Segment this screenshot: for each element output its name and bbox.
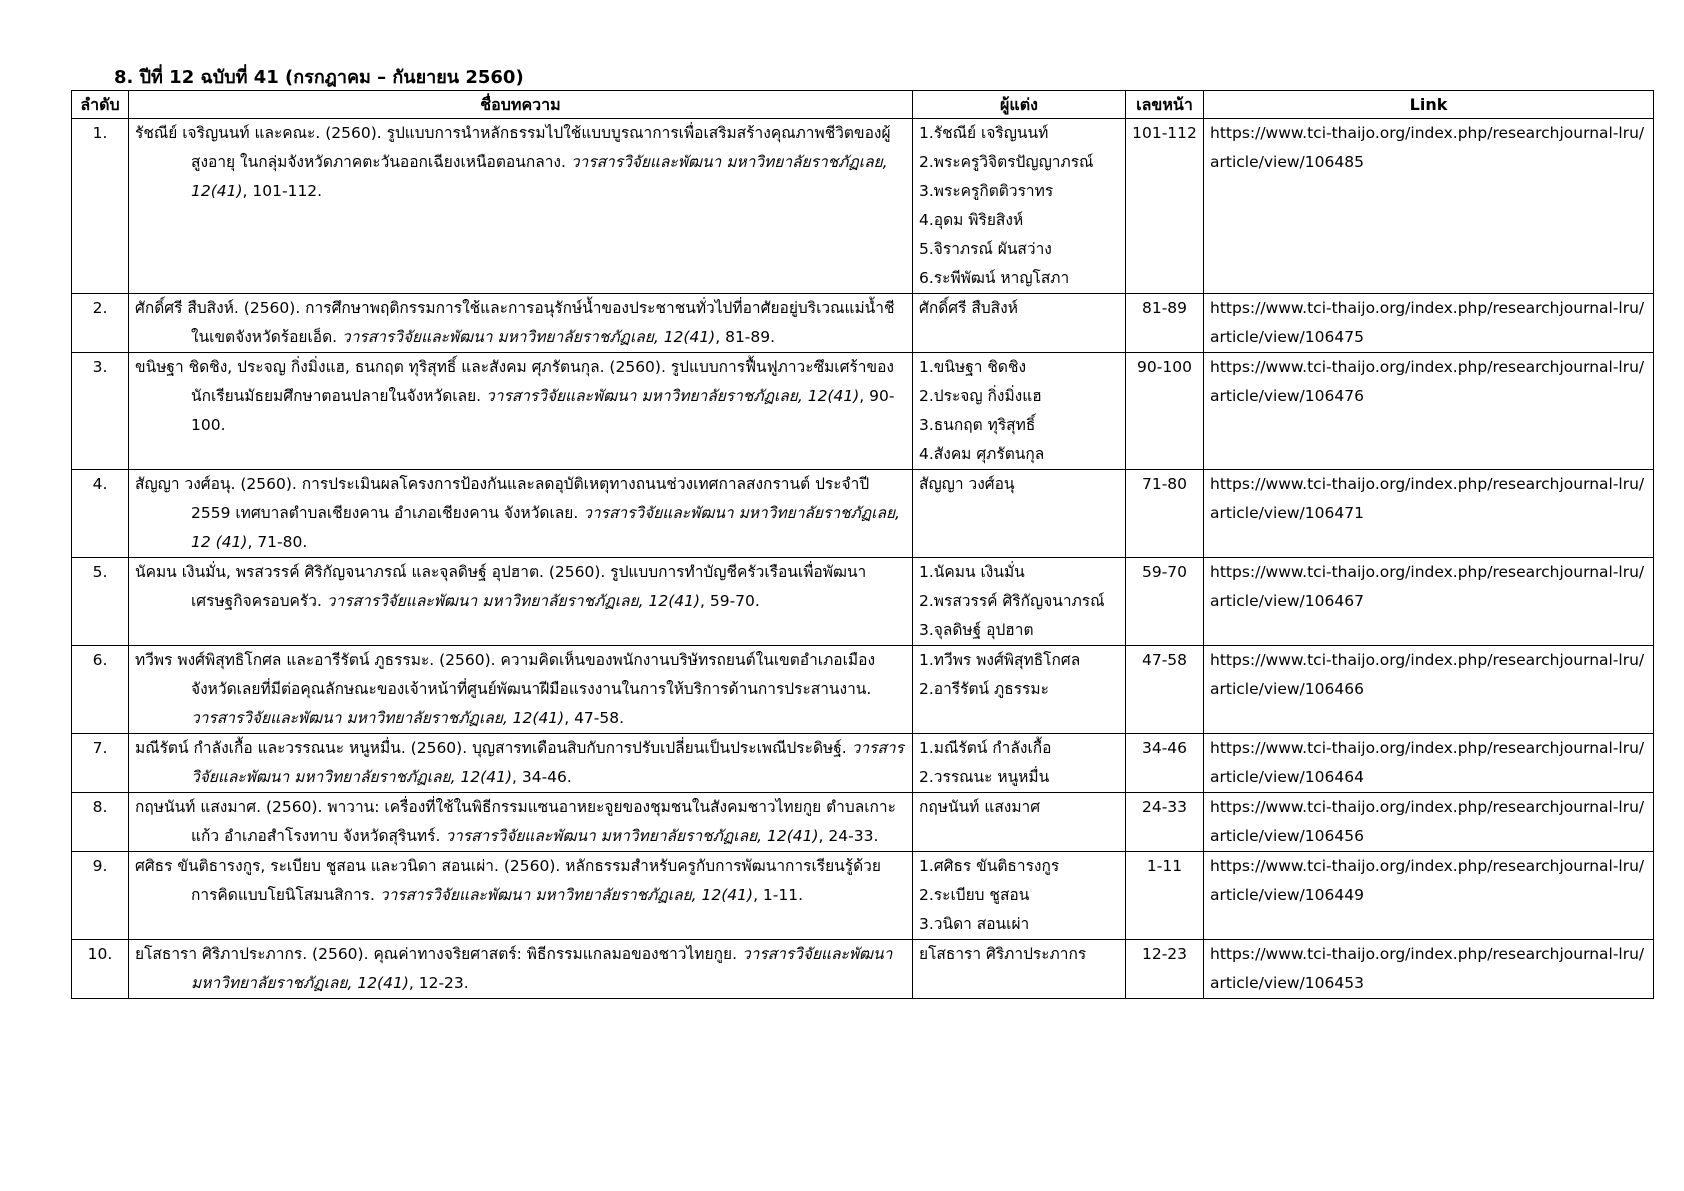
article-link[interactable]: https://www.tci-thaijo.org/index.php/researchjournal-lru/article/view/106466 bbox=[1204, 646, 1654, 734]
column-header-pages: เลขหน้า bbox=[1126, 91, 1204, 119]
article-citation-cell bbox=[129, 470, 913, 558]
author-name: 2.พรสวรรค์ ศิริกัญจนาภรณ์ bbox=[919, 592, 1105, 610]
author-name: 1.ขนิษฐา ชิดชิง bbox=[919, 358, 1027, 376]
citation-text: ยโสธารา ศิริภาประภากร. (2560). คุณค่าทางจริยศาสตร์: พิธีกรรมแกลมอของชาวไทยกูย. bbox=[135, 945, 742, 963]
article-citation bbox=[135, 852, 906, 910]
author-name: 1.ทวีพร พงศ์พิสุทธิโกศล bbox=[919, 651, 1081, 669]
page-range: 24-33 bbox=[1126, 793, 1204, 852]
column-header-link: Link bbox=[1204, 91, 1654, 119]
citation-text: ศักดิ์ศรี สืบสิงห์. (2560). การศึกษาพฤติกรรมการใช้และการอนุรักษ์น้ำของประชาชนทั่วไปที่อาศัยอยู่บริเวณแม่น้ำชี ในเขตจังหวัดร้อยเอ็ด. bbox=[135, 299, 895, 346]
table-row bbox=[72, 940, 1654, 999]
citation-pages: , 12-23. bbox=[408, 974, 469, 992]
article-link[interactable]: https://www.tci-thaijo.org/index.php/researchjournal-lru/article/view/106476 bbox=[1204, 353, 1654, 470]
journal-name: วารสารวิจัยและพัฒนา มหาวิทยาลัยราชภัฏเลย, 12(41) bbox=[379, 886, 754, 904]
citation-text: มณีรัตน์ กำลังเกื้อ และวรรณนะ หนูหมื่น. (2560). บุญสารทเดือนสิบกับการปรับเปลี่ยนเป็นประเพณีประดิษฐ์. bbox=[135, 739, 852, 757]
page-range: 34-46 bbox=[1126, 734, 1204, 793]
authors-cell bbox=[913, 646, 1126, 734]
row-number: 9. bbox=[72, 852, 129, 940]
page-range: 47-58 bbox=[1126, 646, 1204, 734]
citation-pages: , 101-112. bbox=[242, 182, 323, 200]
journal-name: วารสารวิจัยและพัฒนา มหาวิทยาลัยราชภัฏเลย, 12(41) bbox=[191, 709, 565, 727]
article-link[interactable]: https://www.tci-thaijo.org/index.php/researchjournal-lru/article/view/106475 bbox=[1204, 294, 1654, 353]
authors-cell bbox=[913, 294, 1126, 353]
article-citation-cell bbox=[129, 119, 913, 294]
citation-pages: , 81-89. bbox=[715, 328, 776, 346]
article-citation-cell bbox=[129, 852, 913, 940]
article-citation-cell bbox=[129, 734, 913, 793]
citation-pages: , 71-80. bbox=[247, 533, 308, 551]
article-citation bbox=[135, 119, 906, 206]
authors-cell bbox=[913, 852, 1126, 940]
citation-text: รัชณีย์ เจริญนนท์ และคณะ. (2560). รูปแบบการนำหลักธรรมไปใช้แบบบูรณาการเพื่อเสริมสร้างคุณภาพชีวิตของผู้สูงอายุ ในกลุ่มจังหวัดภาคตะวันออกเฉียงเหนือตอนกลาง. bbox=[135, 124, 891, 171]
author-name: 2.พระครูวิจิตรปัญญาภรณ์ bbox=[919, 153, 1094, 171]
article-link[interactable]: https://www.tci-thaijo.org/index.php/researchjournal-lru/article/view/106453 bbox=[1204, 940, 1654, 999]
page-range: 90-100 bbox=[1126, 353, 1204, 470]
article-citation-cell bbox=[129, 940, 913, 999]
citation-text: กฤษนันท์ แสงมาศ. (2560). พาวาน: เครื่องที่ใช้ในพิธีกรรมแซนอาหยะจูยของชุมชนในสังคมชาวไทยกูย ตำบลเกาะแก้ว อำเภอสำโรงทาบ จังหวัดสุรินทร์. bbox=[135, 798, 896, 845]
citation-pages: , 34-46. bbox=[512, 768, 572, 786]
page-range: 101-112 bbox=[1126, 119, 1204, 294]
author-name: 2.ระเบียบ ชูสอน bbox=[919, 886, 1030, 904]
column-header-title: ชื่อบทความ bbox=[129, 91, 913, 119]
row-number: 7. bbox=[72, 734, 129, 793]
row-number: 2. bbox=[72, 294, 129, 353]
journal-name: วารสารวิจัยและพัฒนา มหาวิทยาลัยราชภัฏเลย, 12 (41) bbox=[191, 504, 900, 551]
article-citation bbox=[135, 646, 906, 733]
column-header-authors: ผู้แต่ง bbox=[913, 91, 1126, 119]
article-citation-cell bbox=[129, 646, 913, 734]
table-row bbox=[72, 470, 1654, 558]
authors-cell bbox=[913, 470, 1126, 558]
article-link[interactable]: https://www.tci-thaijo.org/index.php/researchjournal-lru/article/view/106456 bbox=[1204, 793, 1654, 852]
author-name: 2.ประจญ กิ่งมิ่งแฮ bbox=[919, 387, 1042, 405]
article-citation bbox=[135, 294, 906, 352]
row-number: 10. bbox=[72, 940, 129, 999]
citation-text: ขนิษฐา ชิดชิง, ประจญ กิ่งมิ่งแฮ, ธนกฤต ทุริสุทธิ์ และสังคม ศุภรัตนกุล. (2560). รูปแบบการฟื้นฟูภาวะซึมเศร้าของนักเรียนมัธยมศึกษาตอนปลายในจังหวัดเลย. bbox=[135, 358, 894, 405]
table-row bbox=[72, 734, 1654, 793]
author-name: 6.ระพีพัฒน์ หาญโสภา bbox=[919, 269, 1070, 287]
author-name: 3.วนิดา สอนเผ่า bbox=[919, 915, 1030, 933]
page-range: 81-89 bbox=[1126, 294, 1204, 353]
journal-name: วารสารวิจัยและพัฒนา มหาวิทยาลัยราชภัฏเลย, 12(41) bbox=[191, 739, 904, 786]
authors-cell bbox=[913, 353, 1126, 470]
article-citation bbox=[135, 558, 906, 616]
table-header-row bbox=[72, 91, 1654, 119]
article-link[interactable]: https://www.tci-thaijo.org/index.php/researchjournal-lru/article/view/106464 bbox=[1204, 734, 1654, 793]
citation-pages: , 90-100. bbox=[191, 387, 895, 434]
authors-cell bbox=[913, 940, 1126, 999]
citation-pages: , 47-58. bbox=[564, 709, 625, 727]
article-link[interactable]: https://www.tci-thaijo.org/index.php/researchjournal-lru/article/view/106467 bbox=[1204, 558, 1654, 646]
row-number: 4. bbox=[72, 470, 129, 558]
author-name: 1.รัชณีย์ เจริญนนท์ bbox=[919, 124, 1049, 142]
authors-cell bbox=[913, 119, 1126, 294]
citation-pages: , 59-70. bbox=[700, 592, 760, 610]
author-name: ศักดิ์ศรี สืบสิงห์ bbox=[919, 299, 1018, 317]
author-name: ยโสธารา ศิริภาประภากร bbox=[919, 945, 1087, 963]
article-citation bbox=[135, 353, 906, 440]
page-range: 59-70 bbox=[1126, 558, 1204, 646]
article-citation bbox=[135, 734, 906, 792]
citation-pages: , 1-11. bbox=[753, 886, 804, 904]
author-name: กฤษนันท์ แสงมาศ bbox=[919, 798, 1041, 816]
journal-name: วารสารวิจัยและพัฒนา มหาวิทยาลัยราชภัฏเลย, 12(41) bbox=[342, 328, 716, 346]
author-name: 2.อารีรัตน์ ภูธรรมะ bbox=[919, 680, 1049, 698]
author-name: 1.มณีรัตน์ กำลังเกื้อ bbox=[919, 739, 1052, 757]
authors-cell bbox=[913, 793, 1126, 852]
row-number: 6. bbox=[72, 646, 129, 734]
article-link[interactable]: https://www.tci-thaijo.org/index.php/researchjournal-lru/article/view/106485 bbox=[1204, 119, 1654, 294]
articles-table bbox=[71, 90, 1654, 999]
article-citation-cell bbox=[129, 353, 913, 470]
page-range: 1-11 bbox=[1126, 852, 1204, 940]
authors-cell bbox=[913, 734, 1126, 793]
article-citation bbox=[135, 470, 906, 557]
article-citation bbox=[135, 793, 906, 851]
author-name: 5.จิราภรณ์ ผันสว่าง bbox=[919, 240, 1052, 258]
page-range: 12-23 bbox=[1126, 940, 1204, 999]
citation-pages: , 24-33. bbox=[818, 827, 879, 845]
row-number: 1. bbox=[72, 119, 129, 294]
table-body bbox=[72, 119, 1654, 999]
table-row bbox=[72, 294, 1654, 353]
article-citation-cell bbox=[129, 294, 913, 353]
table-row bbox=[72, 119, 1654, 294]
row-number: 3. bbox=[72, 353, 129, 470]
author-name: สัญญา วงศ์อนุ bbox=[919, 475, 1015, 493]
table-row bbox=[72, 353, 1654, 470]
author-name: 4.อุดม พิริยสิงห์ bbox=[919, 211, 1024, 229]
article-citation bbox=[135, 940, 906, 998]
table-row bbox=[72, 646, 1654, 734]
journal-name: วารสารวิจัยและพัฒนา มหาวิทยาลัยราชภัฏเลย, 12(41) bbox=[326, 592, 701, 610]
page-title: 8. ปีที่ 12 ฉบับที่ 41 (กรกฎาคม – กันยายน 2560) bbox=[114, 67, 524, 88]
citation-text: ศศิธร ขันติธารงกูร, ระเบียบ ชูสอน และวนิดา สอนเผ่า. (2560). หลักธรรมสำหรับครูกับการพัฒนาการเรียนรู้ด้วยการคิดแบบโยนิโสมนสิการ. bbox=[135, 857, 881, 904]
citation-text: นัคมน เงินมั่น, พรสวรรค์ ศิริกัญจนาภรณ์ และจุลดิษฐ์ อุปฮาต. (2560). รูปแบบการทำบัญชีครัวเรือนเพื่อพัฒนาเศรษฐกิจครอบครัว. bbox=[135, 563, 867, 610]
journal-name: วารสารวิจัยและพัฒนา มหาวิทยาลัยราชภัฏเลย, 12(41) bbox=[191, 153, 888, 200]
article-citation-cell bbox=[129, 558, 913, 646]
author-name: 1.ศศิธร ขันติธารงกูร bbox=[919, 857, 1060, 875]
author-name: 2.วรรณนะ หนูหมื่น bbox=[919, 768, 1050, 786]
citation-text: สัญญา วงศ์อนุ. (2560). การประเมินผลโครงการป้องกันและลดอุบัติเหตุทางถนนช่วงเทศกาลสงกรานต์ ประจำปี 2559 เทศบาลตำบลเชียงคาน อำเภอเชียงคาน จังหวัดเลย. bbox=[135, 475, 870, 522]
author-name: 3.จุลดิษฐ์ อุปฮาต bbox=[919, 621, 1034, 639]
author-name: 3.ธนกฤต ทุริสุทธิ์ bbox=[919, 416, 1036, 434]
authors-cell bbox=[913, 558, 1126, 646]
table-row bbox=[72, 558, 1654, 646]
citation-text: ทวีพร พงศ์พิสุทธิโกศล และอารีรัตน์ ภูธรรมะ. (2560). ความคิดเห็นของพนักงานบริษัทรถยนต์ในเขตอำเภอเมืองจังหวัดเลยที่มีต่อคุณลักษณะของเจ้าหน้าที่ศูนย์พัฒนาฝีมือแรงงานในการให้บริการด้านการประสานงาน. bbox=[135, 651, 876, 698]
journal-name: วารสารวิจัยและพัฒนา มหาวิทยาลัยราชภัฏเลย, 12(41) bbox=[486, 387, 860, 405]
author-name: 4.สังคม ศุภรัตนกุล bbox=[919, 445, 1045, 463]
table-row bbox=[72, 793, 1654, 852]
article-citation-cell bbox=[129, 793, 913, 852]
table-row bbox=[72, 852, 1654, 940]
author-name: 3.พระครูกิตติวราทร bbox=[919, 182, 1054, 200]
author-name: 1.นัคมน เงินมั่น bbox=[919, 563, 1025, 581]
column-header-no: ลำดับ bbox=[72, 91, 129, 119]
article-link[interactable]: https://www.tci-thaijo.org/index.php/researchjournal-lru/article/view/106449 bbox=[1204, 852, 1654, 940]
row-number: 5. bbox=[72, 558, 129, 646]
journal-name: วารสารวิจัยและพัฒนา มหาวิทยาลัยราชภัฏเลย, 12(41) bbox=[191, 945, 893, 992]
article-link[interactable]: https://www.tci-thaijo.org/index.php/researchjournal-lru/article/view/106471 bbox=[1204, 470, 1654, 558]
row-number: 8. bbox=[72, 793, 129, 852]
page-range: 71-80 bbox=[1126, 470, 1204, 558]
journal-name: วารสารวิจัยและพัฒนา มหาวิทยาลัยราชภัฏเลย, 12(41) bbox=[445, 827, 819, 845]
